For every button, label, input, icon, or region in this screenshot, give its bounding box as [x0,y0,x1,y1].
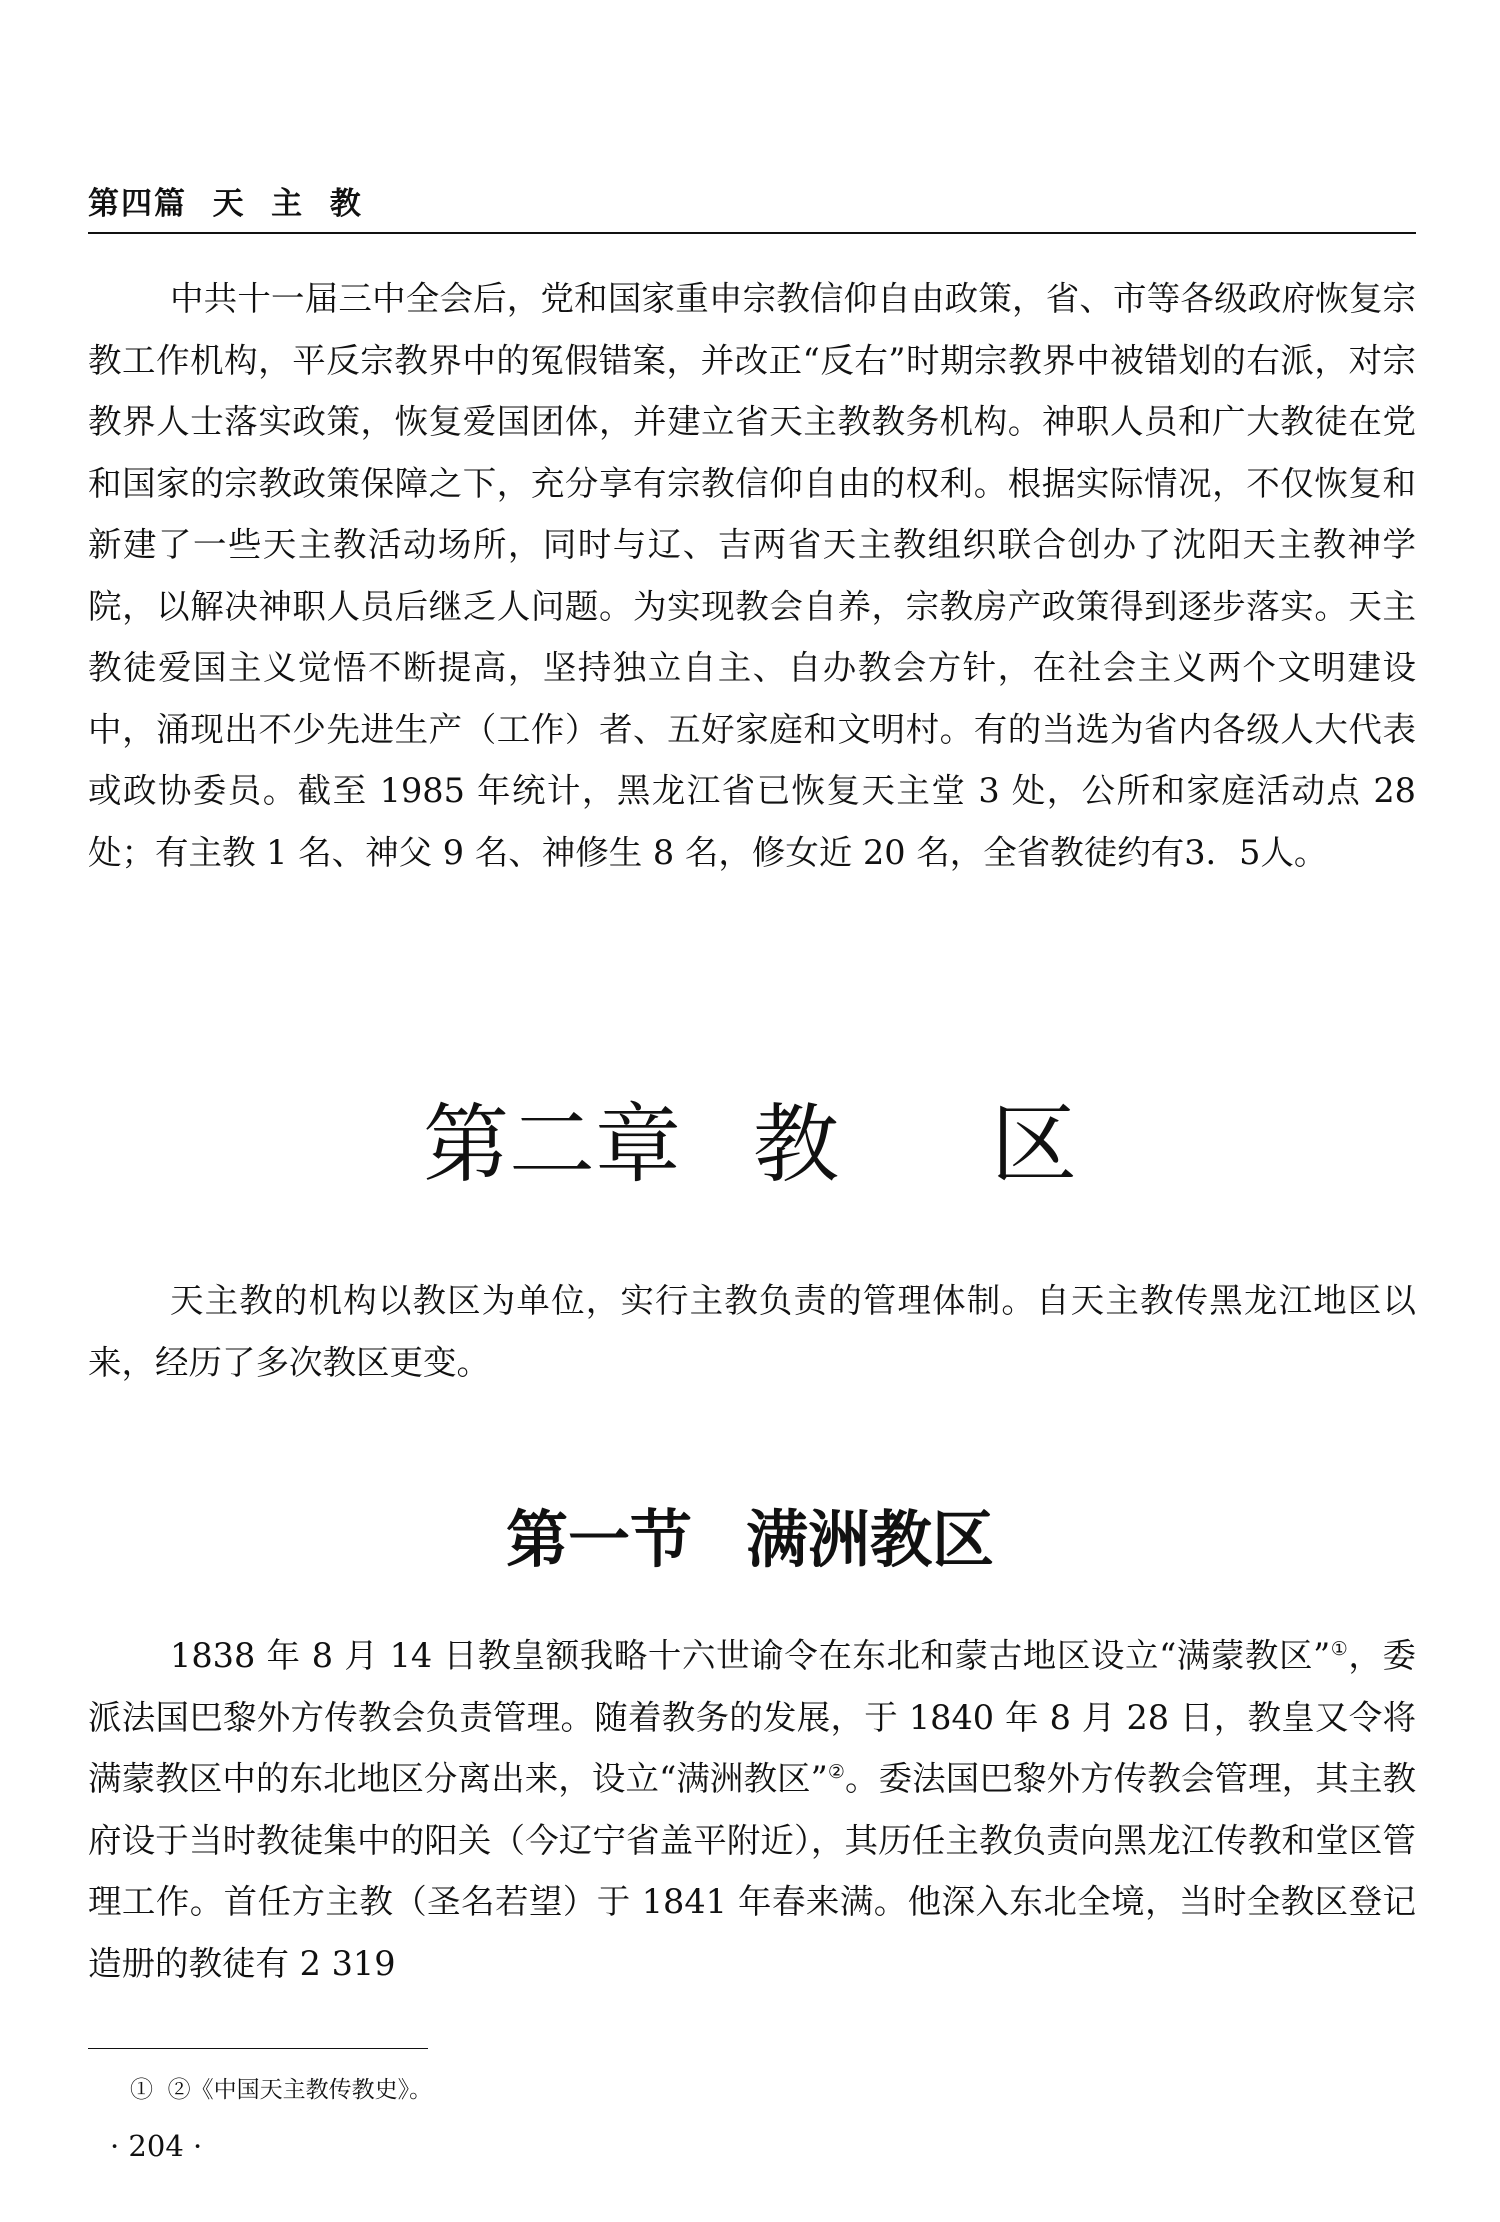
paragraph-section-part-1: 1838 年 8 月 14 日教皇额我略十六世谕令在东北和蒙古地区设立“满蒙教区” [170,1636,1331,1675]
footnote-ref-1[interactable]: ① [1330,1637,1349,1660]
footnote-rule [88,2048,428,2049]
footnote: ① ②《中国天主教传教史》。 [130,2077,433,2103]
footnote-ref-2[interactable]: ② [827,1760,845,1783]
chapter-number: 第二章 [423,1095,681,1195]
paragraph-intro: 中共十一届三中全会后，党和国家重申宗教信仰自由政策，省、市等各级政府恢复宗教工作机构，平反宗教界中的冤假错案，并改正“反右”时期宗教界中被错划的右派，对宗教界人士落实政策，恢复爱国团体，并建立省天主教教务机构。神职人员和广大教徒在党和国家的宗教政策保障之下，充分享有宗教信仰自由的权利。根据实际情况，不仅恢复和新建了一些天主教活动场所，同时与辽、吉两省天主教组织联合创办了沈阳天主教神学院，以解决神职人员后继乏人问题。为实现教会自养，宗教房产政策得到逐步落实。天主教徒爱国主义觉悟不断提高，坚持独立自主、自办教会方针，在社会主义两个文明建设中，涌现出不少先进生产（工作）者、五好家庭和文明村。有的当选为省内各级人大代表或政协委员。截至 1985 年统计，黑龙江省已恢复天主堂 3 处，公所和家庭活动点 28 处；有主教 1 名、神父 9 名、神修生 8 名，修女近 20 名，全省教徒约有3．5人。 [88,279,1416,872]
page-number: · 204 · [110,2129,203,2163]
running-header: 第四篇 天 主 教 [88,186,363,222]
header-rule [88,232,1416,234]
paragraph-section-part-2: ，委派法国巴黎外方传教会负责管理。随着教务的发展，于 1840 年 8 月 28 日，教皇又令将满蒙教区中的东北地区分离出来，设立“满洲教区” [88,1636,1416,1798]
chapter-title-char-1: 教 [753,1095,839,1195]
section-name: 满洲教区 [746,1503,995,1576]
chapter-title-char-2: 区 [991,1095,1077,1195]
paragraph-section [88,1625,1416,1994]
paragraph-section-part-3: 。委法国巴黎外方传教会管理，其主教府设于当时教徒集中的阳关（今辽宁省盖平附近），其历任主教负责向黑龙江传教和堂区管理工作。首任方主教（圣名若望）于 1841 年春来满。他深入东北全境，当时全教区登记造册的教徒有 2 319 [88,1759,1416,1983]
paragraph-chapter-intro: 天主教的机构以教区为单位，实行主教负责的管理体制。自天主教传黑龙江地区以来，经历了多次教区更变。 [88,1281,1416,1382]
section-number: 第一节 [505,1503,692,1576]
section-title [0,1500,1500,1580]
chapter-title [0,1090,1500,1200]
